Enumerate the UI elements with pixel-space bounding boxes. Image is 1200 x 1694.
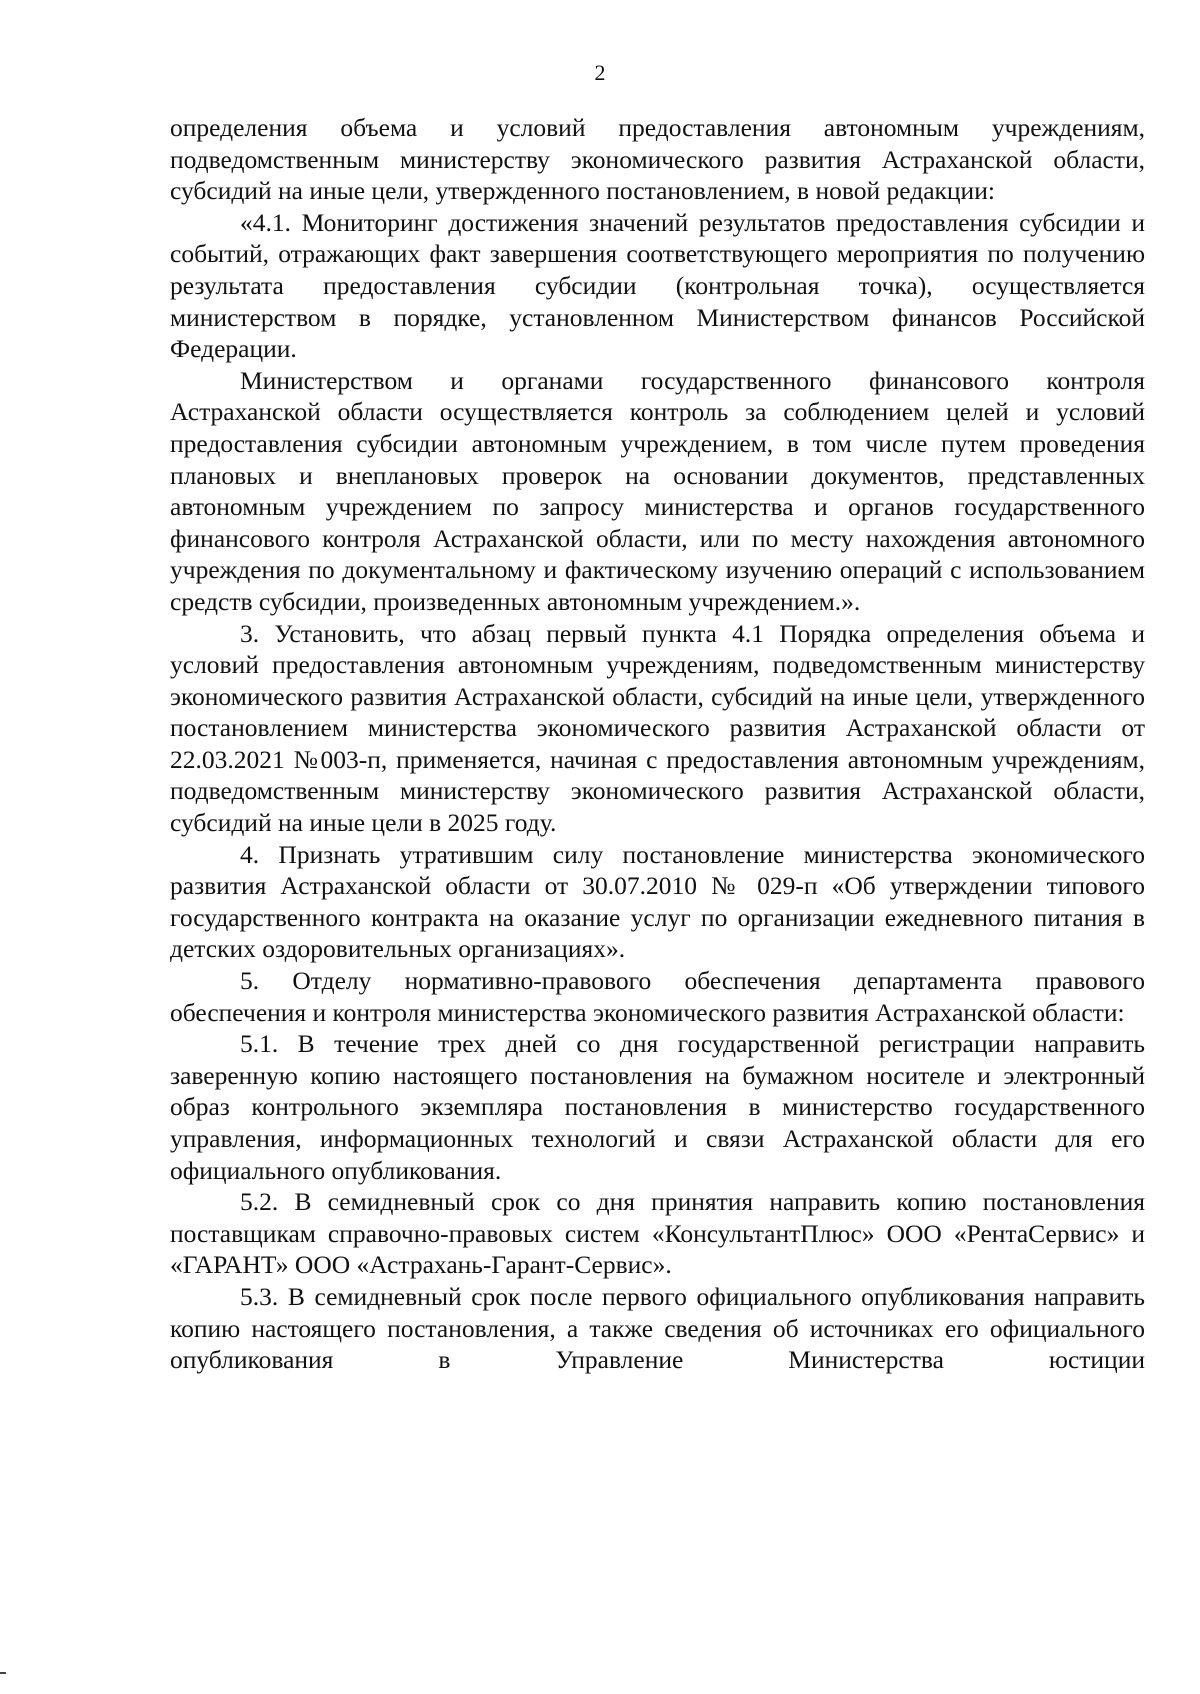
scan-artifact-mark <box>0 1672 6 1674</box>
document-body <box>170 112 1145 1376</box>
paragraph-item-5-3: 5.3. В семидневный срок после первого официального опубликования направить копию настоящего постановления, а также сведения об источниках его официального опубликования в Управление Министерства юстиции <box>170 1281 1145 1375</box>
page-number: 2 <box>594 60 606 85</box>
paragraph-control: Министерством и органами государственного финансового контроля Астраханской области осуществляется контроль за соблюдением целей и условий предоставления субсидии автономным учреждением, в том числе путем проведения плановых и внеплановых проверок на основании документов, представленных автономным учреждением по запросу министерства и органов государственного финансового контроля Астраханской области, или по месту нахождения автономного учреждения по документальному и фактическому изучению операций с использованием средств субсидии, произведенных автономным учреждением.». <box>170 365 1145 616</box>
paragraph-item-3: 3. Установить, что абзац первый пункта 4.1 Порядка определения объема и условий предоставления автономным учреждениям, подведомственным министерству экономического развития Астраханской области, субсидий на иные цели, утвержденного постановлением министерства экономического развития Астраханской области от 22.03.2021 №003-п, применяется, начиная с предоставления автономным учреждениям, подведомственным министерству экономического развития Астраханской области, субсидий на иные цели в 2025 году. <box>170 618 1145 838</box>
paragraph-clause-4-1: «4.1. Мониторинг достижения значений результатов предоставления субсидии и событий, отражающих факт завершения соответствующего мероприятия по получению результата предоставления субсидии (контрольная точка), осуществляется министерством в порядке, установленном Министерством финансов Российской Федерации. <box>170 207 1145 364</box>
paragraph-item-5-2: 5.2. В семидневный срок со дня принятия направить копию постановления поставщикам справочно-правовых систем «КонсультантПлюс» ООО «РентаСервис» и «ГАРАНТ» ООО «Астрахань-Гарант-Сервис». <box>170 1187 1145 1280</box>
paragraph-item-4: 4. Признать утратившим силу постановление министерства экономического развития Астраханской области от 30.07.2010 № 029-п «Об утверждении типового государственного контракта на оказание услуг по организации ежедневного питания в детских оздоровительных организациях». <box>170 839 1145 964</box>
paragraph-continuation: определения объема и условий предоставления автономным учреждениям, подведомственным министерству экономического развития Астраханской области, субсидий на иные цели, утвержденного постановлением, в новой редакции: <box>170 113 1145 206</box>
paragraph-item-5-1: 5.1. В течение трех дней со дня государственной регистрации направить заверенную копию настоящего постановления на бумажном носителе и электронный образ контрольного экземпляра постановления в министерство государственного управления, информационных технологий и связи Астраханской области для его официального опубликования. <box>170 1029 1145 1185</box>
paragraph-item-5: 5. Отделу нормативно-правового обеспечения департамента правового обеспечения и контроля министерства экономического развития Астраханской области: <box>170 966 1145 1027</box>
